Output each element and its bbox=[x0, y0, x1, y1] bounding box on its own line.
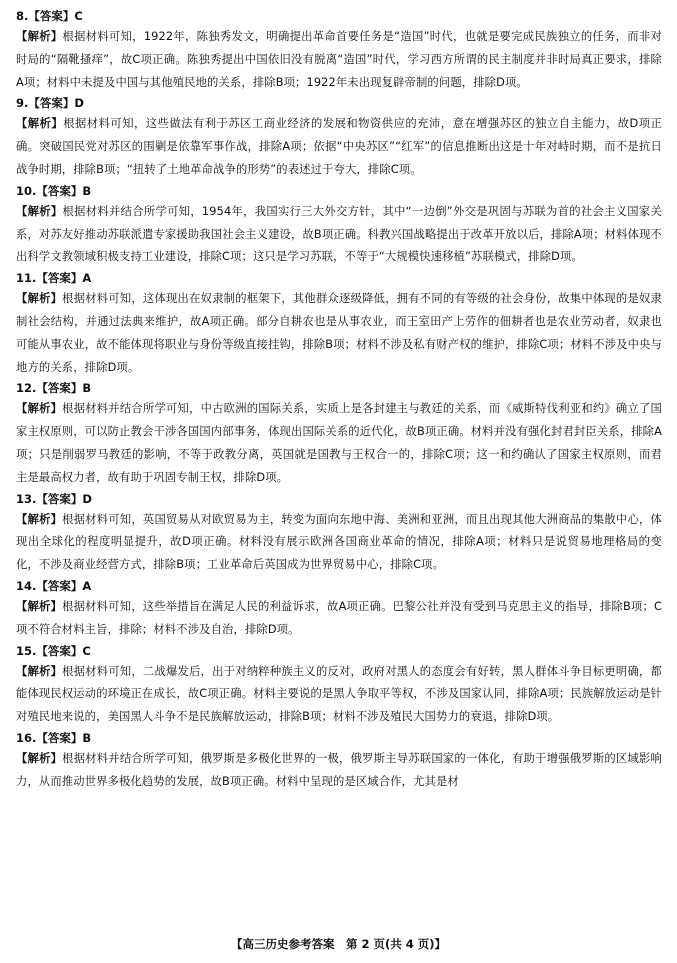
question-number: 12. bbox=[16, 381, 37, 396]
answer-label: 【答案】 bbox=[28, 96, 75, 111]
answer-line bbox=[16, 490, 662, 509]
analysis-text: 根据材料并结合所学可知，1954年，我国实行三大外交方针，其中“一边倒”外交是巩固与苏联为首的社会主义国家关系，对苏友好推动苏联派遣专家援助我国社会主义建设，故B项正确。科教兴国战略提出于改革开放以后，排除A项；材料体现不出科学文教领域积极支持工业建设，排除C项；这只是学习苏联，不等于“大规模快速移植”苏联模式，排除D项。 bbox=[16, 204, 662, 264]
answer-item bbox=[16, 94, 662, 181]
answer-item bbox=[16, 490, 662, 577]
answer-line bbox=[16, 269, 662, 288]
answer-label: 【答案】 bbox=[36, 578, 83, 593]
analysis-paragraph bbox=[16, 288, 662, 379]
analysis-label: 【解析】 bbox=[16, 751, 63, 765]
answer-item bbox=[16, 577, 662, 642]
analysis-paragraph bbox=[16, 748, 662, 794]
answer-item bbox=[16, 182, 662, 269]
answer-item bbox=[16, 642, 662, 729]
answer-line bbox=[16, 379, 662, 398]
answer-label: 【答案】 bbox=[36, 491, 83, 506]
analysis-paragraph bbox=[16, 509, 662, 577]
question-number: 11. bbox=[16, 271, 37, 286]
answer-value: A bbox=[82, 578, 92, 593]
answer-label: 【答案】 bbox=[36, 643, 83, 658]
question-number: 15. bbox=[16, 643, 37, 658]
answer-value: B bbox=[82, 730, 92, 745]
answer-value: B bbox=[82, 183, 92, 198]
answer-label: 【答案】 bbox=[36, 271, 83, 286]
analysis-text: 根据材料并结合所学可知，中古欧洲的国际关系，实质上是各封建主与教廷的关系，而《威斯特伐利亚和约》确立了国家主权原则，可以防止教会干涉各国国内部事务，体现出国际关系的近代化，故B项正确。材料并没有强化封君封臣关系，排除A项；只是削弱罗马教廷的影响，不等于政教分离，英国就是国教与王权合一的，排除C项；这一和约确认了国家主权原则，而君主是最高权力者，故有助于巩固专制王权，排除D项。 bbox=[16, 402, 662, 484]
analysis-text: 根据材料可知，这些举措旨在满足人民的利益诉求，故A项正确。巴黎公社并没有受到马克思主义的指导，排除B项；C项不符合材料主旨，排除；材料不涉及自治，排除D项。 bbox=[16, 599, 662, 636]
answer-item bbox=[16, 379, 662, 489]
analysis-text: 根据材料可知，1922年，陈独秀发文，明确提出革命首要任务是“造国”时代，也就是要完成民族独立的任务，而非对时局的“隔靴搔痒”，故C项正确。陈独秀提出中国依旧没有脱离“造国”时代，学习西方所谓的民主制度并非时局真正要求，排除A项；材料中未提及中国与其他殖民地的关系，排除B项；1922年未出现复辟帝制的问题，排除D项。 bbox=[16, 30, 662, 89]
analysis-paragraph bbox=[16, 26, 662, 94]
answer-line bbox=[16, 182, 662, 201]
answer-line bbox=[16, 577, 662, 596]
answer-line bbox=[16, 7, 662, 26]
answer-item bbox=[16, 269, 662, 379]
answer-line bbox=[16, 729, 662, 748]
analysis-text: 根据材料可知，这体现出在奴隶制的框架下，其他群众逐级降低，拥有不同的有等级的社会身份，故集中体现的是奴隶制社会结构，并通过法典来维护，故A项正确。部分自耕农也是从事农业，而王室田产上劳作的佃耕者也是农业劳动者，奴隶也可能从事农业，故不能体现将职业与身份等级直接挂钩，排除B项；材料不涉及私有财产权的维护，排除C项；材料不涉及中央与地方的关系，排除D项。 bbox=[16, 292, 662, 374]
analysis-paragraph bbox=[16, 398, 662, 489]
analysis-text: 根据材料可知，英国贸易从对欧贸易为主，转变为面向东地中海、美洲和亚洲，而且出现其他大洲商品的集散中心，体现出全球化的程度明显提升，故D项正确。材料没有展示欧洲各国商业革命的情况，排除A项；材料只是说贸易地理格局的变化，不涉及商业经营方式，排除B项；工业革命后英国成为世界贸易中心，排除C项。 bbox=[16, 512, 662, 572]
question-number: 10. bbox=[16, 183, 37, 198]
answer-value: D bbox=[82, 491, 92, 506]
answer-value: B bbox=[82, 381, 92, 396]
answer-value: A bbox=[82, 271, 92, 286]
analysis-text: 根据材料可知，二战爆发后，出于对纳粹种族主义的反对，政府对黑人的态度会有好转，黑人群体斗争目标更明确，都能体现民权运动的环境正在成长，故C项正确。材料主要说的是黑人争取平等权，不涉及国家认同，排除A项；民族解放运动是针对殖民地来说的，美国黑人斗争不是民族解放运动，排除B项；材料不涉及殖民大国势力的衰退，排除D项。 bbox=[16, 664, 662, 724]
answer-value: C bbox=[74, 9, 83, 23]
answer-line bbox=[16, 642, 662, 661]
question-number: 8. bbox=[16, 9, 29, 23]
analysis-text: 根据材料可知，这些做法有利于苏区工商业经济的发展和物资供应的充沛，意在增强苏区的独立自主能力，故D项正确。突破国民党对苏区的围剿是依靠军事作战，排除A项；依据“中央苏区”“红军”的信息推断出这是十年对峙时期，而不是抗日战争时期，排除B项；“扭转了土地革命战争的形势”的表述过于夸大，排除C项。 bbox=[16, 117, 662, 176]
answer-label: 【答案】 bbox=[36, 183, 83, 198]
analysis-label: 【解析】 bbox=[16, 664, 63, 678]
question-number: 9. bbox=[16, 96, 29, 111]
analysis-label: 【解析】 bbox=[16, 292, 63, 306]
analysis-label: 【解析】 bbox=[16, 512, 63, 526]
analysis-paragraph bbox=[16, 596, 662, 642]
question-number: 14. bbox=[16, 578, 37, 593]
answer-line bbox=[16, 94, 662, 113]
question-number: 16. bbox=[16, 730, 37, 745]
analysis-label: 【解析】 bbox=[16, 204, 63, 218]
analysis-paragraph bbox=[16, 201, 662, 269]
answer-item bbox=[16, 729, 662, 794]
page-footer: 【高三历史参考答案 第 2 页(共 4 页)】 bbox=[230, 937, 447, 951]
answer-label: 【答案】 bbox=[36, 381, 83, 396]
answer-value: D bbox=[74, 96, 84, 111]
question-number: 13. bbox=[16, 491, 37, 506]
analysis-label: 【解析】 bbox=[16, 30, 63, 43]
analysis-label: 【解析】 bbox=[16, 402, 63, 416]
analysis-paragraph bbox=[16, 113, 662, 181]
answer-item bbox=[16, 7, 662, 94]
answer-label: 【答案】 bbox=[36, 730, 83, 745]
analysis-text: 根据材料并结合所学可知，俄罗斯是多极化世界的一极，俄罗斯主导苏联国家的一体化，有助于增强俄罗斯的区域影响力，从而推动世界多极化趋势的发展，故B项正确。材料中呈现的是区域合作，尤其是材 bbox=[16, 751, 662, 788]
answer-key-content bbox=[16, 7, 662, 794]
answer-label: 【答案】 bbox=[28, 9, 75, 23]
analysis-label: 【解析】 bbox=[16, 117, 64, 131]
answer-value: C bbox=[82, 643, 91, 658]
analysis-paragraph bbox=[16, 661, 662, 729]
analysis-label: 【解析】 bbox=[16, 599, 63, 613]
